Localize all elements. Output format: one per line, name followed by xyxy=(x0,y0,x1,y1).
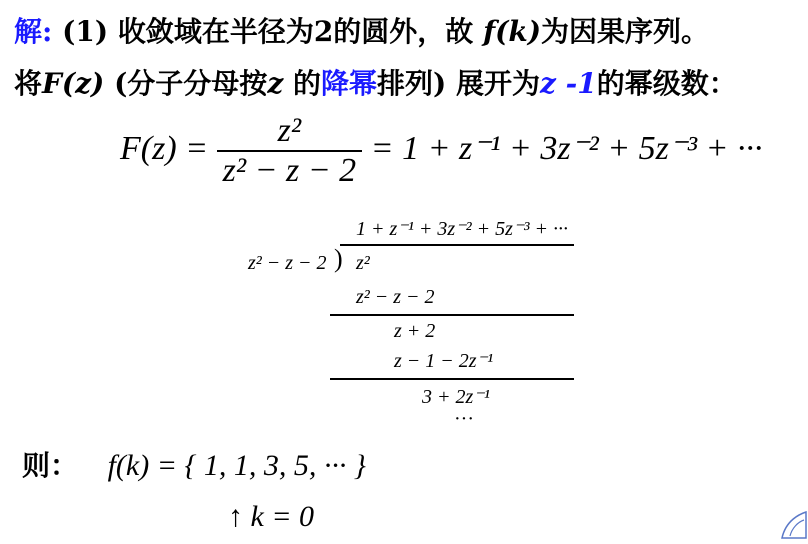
z-inverse: z -1 xyxy=(539,67,597,100)
division-rule-2 xyxy=(330,378,574,380)
z-symbol: z xyxy=(267,67,284,100)
result-line xyxy=(22,444,366,484)
solution-line-2 xyxy=(14,62,737,102)
equation-rhs: = 1 + z⁻¹ + 3z⁻² + 5z⁻³ + ··· xyxy=(370,129,763,167)
line2-tail: 排列) 展开为 xyxy=(376,67,540,100)
solution-label: 解: xyxy=(14,15,53,48)
equation-fraction xyxy=(217,112,363,190)
F-symbol: F xyxy=(42,67,62,100)
f-argument: (k) xyxy=(495,15,542,48)
division-ellipsis: ··· xyxy=(454,408,474,430)
fraction-denominator: z² − z − 2 xyxy=(217,150,363,190)
division-remainder-2: 3 + 2z⁻¹ xyxy=(422,386,490,408)
long-division xyxy=(244,216,584,436)
division-dividend: z² xyxy=(356,252,370,274)
causal-text: 为因果序列。 xyxy=(541,15,710,48)
division-step-1: z² − z − 2 xyxy=(356,286,435,308)
main-equation xyxy=(120,112,762,190)
division-rule-1 xyxy=(330,314,574,316)
division-remainder-1: z + 2 xyxy=(394,320,436,342)
k-zero-marker: ↑ k = 0 xyxy=(228,500,315,533)
result-sequence: f(k) = { 1, 1, 3, 5, ··· } xyxy=(107,449,366,482)
solution-line-1 xyxy=(14,10,709,50)
F-argument: (z) xyxy=(61,67,105,100)
f-symbol: f xyxy=(483,15,496,48)
line2-middle: (分子分母按 xyxy=(114,67,268,100)
division-quotient: 1 + z⁻¹ + 3z⁻² + 5z⁻³ + ··· xyxy=(356,218,568,240)
result-label: 则： xyxy=(22,449,79,482)
roc-text: (1) 收敛域在半径为2的圆外，故 xyxy=(62,15,484,48)
division-bar xyxy=(340,244,574,246)
division-step-2: z − 1 − 2z⁻¹ xyxy=(394,350,494,372)
division-bracket: ) xyxy=(334,244,343,273)
corner-logo-icon xyxy=(778,510,808,540)
line2-prefix: 将 xyxy=(14,67,43,100)
division-divisor: z² − z − 2 xyxy=(248,252,327,274)
line2-end: 的幂级数： xyxy=(596,67,737,100)
fraction-numerator: z² xyxy=(277,112,302,149)
line2-de: 的 xyxy=(283,67,321,100)
descending-power-highlight: 降幂 xyxy=(320,67,377,100)
equation-lhs: F(z) = xyxy=(120,129,209,167)
